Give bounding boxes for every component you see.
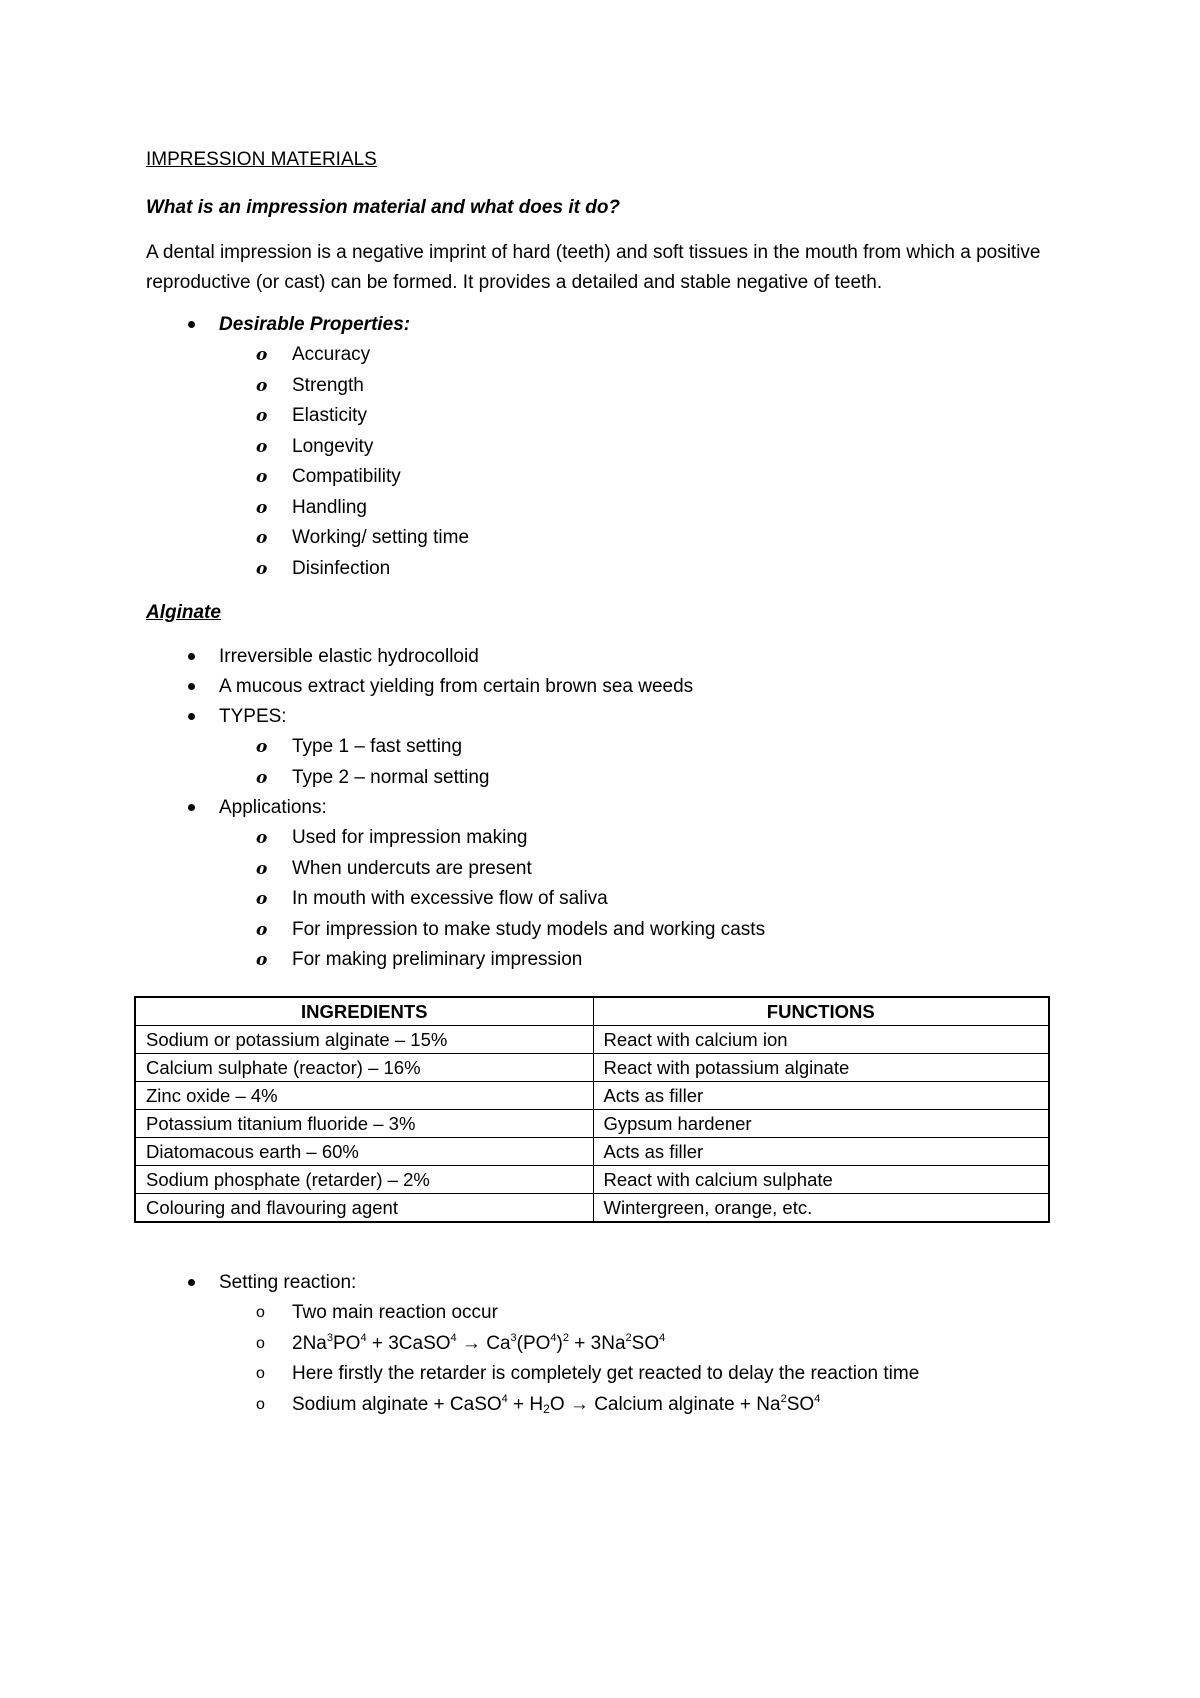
column-header-functions: FUNCTIONS: [593, 997, 1049, 1026]
applications-item: [146, 793, 1066, 976]
intro-paragraph: A dental impression is a negative imprint of hard (teeth) and soft tissues in the mouth from which a positive reproductive (or cast) can be formed. It provides a detailed and stable negative of teeth.: [146, 242, 1041, 293]
list-item: o Strength: [146, 371, 1066, 402]
types-list: [219, 732, 1066, 793]
list-item: o Compatibility: [146, 462, 1066, 493]
table-cell: Acts as filler: [593, 1082, 1049, 1110]
column-header-ingredients: INGREDIENTS: [135, 997, 593, 1026]
alginate-list: [146, 642, 1066, 976]
equation-2: o Sodium alginate + CaSO$^4$ + $H_2O$ → Calcium alginate + $Na^2SO^4$: [146, 1390, 1066, 1421]
table-header-row: [135, 997, 1049, 1026]
arrow-icon: →: [564, 1393, 595, 1415]
list-item: o Two main reaction occur: [146, 1298, 1066, 1329]
setting-list: [146, 1268, 1066, 1420]
setting-reaction-list: [219, 1298, 1066, 1420]
ingredients-table: [134, 996, 1050, 1223]
table-cell: Wintergreen, orange, etc.: [593, 1194, 1049, 1223]
table-cell: Gypsum hardener: [593, 1110, 1049, 1138]
desirable-properties-list: [219, 340, 1066, 584]
table-row: [135, 1054, 1049, 1082]
table-cell: Colouring and flavouring agent: [135, 1194, 593, 1223]
document-body: [146, 146, 1066, 976]
list-item: o For impression to make study models and working casts: [146, 915, 1066, 946]
list-item: o Working/ setting time: [146, 523, 1066, 554]
table-cell: Sodium or potassium alginate – 15%: [135, 1026, 593, 1054]
alginate-heading: Alginate: [146, 602, 221, 623]
desirable-heading: Desirable Properties:: [219, 314, 411, 335]
list-item: Irreversible elastic hydrocolloid: [146, 642, 1066, 672]
list-item: o Type 1 – fast setting: [146, 732, 1066, 763]
table-cell: React with calcium ion: [593, 1026, 1049, 1054]
list-item: o Accuracy: [146, 340, 1066, 371]
arrow-icon: →: [456, 1332, 487, 1354]
list-item: o Handling: [146, 493, 1066, 524]
table-cell: Diatomacous earth – 60%: [135, 1138, 593, 1166]
table-row: [135, 1026, 1049, 1054]
table-cell: Sodium phosphate (retarder) – 2%: [135, 1166, 593, 1194]
types-item: [146, 702, 1066, 793]
setting-reaction-item: [146, 1268, 1066, 1420]
list-item: o Type 2 – normal setting: [146, 763, 1066, 794]
list-item: o Used for impression making: [146, 823, 1066, 854]
desirable-heading-item: [146, 310, 1066, 584]
table-row: [135, 1110, 1049, 1138]
list-item: o Elasticity: [146, 401, 1066, 432]
desirable-list: [146, 310, 1066, 584]
table-cell: Acts as filler: [593, 1138, 1049, 1166]
table-cell: React with calcium sulphate: [593, 1166, 1049, 1194]
table-row: [135, 1082, 1049, 1110]
list-item: o Here firstly the retarder is completely get reacted to delay the reaction time: [146, 1359, 1066, 1390]
list-item: o Disinfection: [146, 554, 1066, 585]
table-cell: Zinc oxide – 4%: [135, 1082, 593, 1110]
table-row: [135, 1166, 1049, 1194]
list-item: o For making preliminary impression: [146, 945, 1066, 976]
applications-list: [219, 823, 1066, 976]
table-cell: Calcium sulphate (reactor) – 16%: [135, 1054, 593, 1082]
question-heading: What is an impression material and what does it do?: [146, 197, 621, 218]
applications-label: Applications:: [219, 797, 327, 818]
list-item: A mucous extract yielding from certain brown sea weeds: [146, 672, 1066, 702]
list-item: o When undercuts are present: [146, 854, 1066, 885]
table-cell: React with potassium alginate: [593, 1054, 1049, 1082]
list-item: o Longevity: [146, 432, 1066, 463]
table-row: [135, 1138, 1049, 1166]
equation-1: o $2Na^3PO^4$ + 3CaSO$^4$ → $Ca^3(PO^4)^2 + 3Na^2SO^4$: [146, 1329, 1066, 1360]
document-title: IMPRESSION MATERIALS: [146, 149, 377, 170]
table-cell: Potassium titanium fluoride – 3%: [135, 1110, 593, 1138]
list-item: o In mouth with excessive flow of saliva: [146, 884, 1066, 915]
setting-section: [146, 1268, 1066, 1420]
setting-label: Setting reaction:: [219, 1272, 357, 1293]
types-label: TYPES:: [219, 706, 287, 727]
table-row: [135, 1194, 1049, 1223]
